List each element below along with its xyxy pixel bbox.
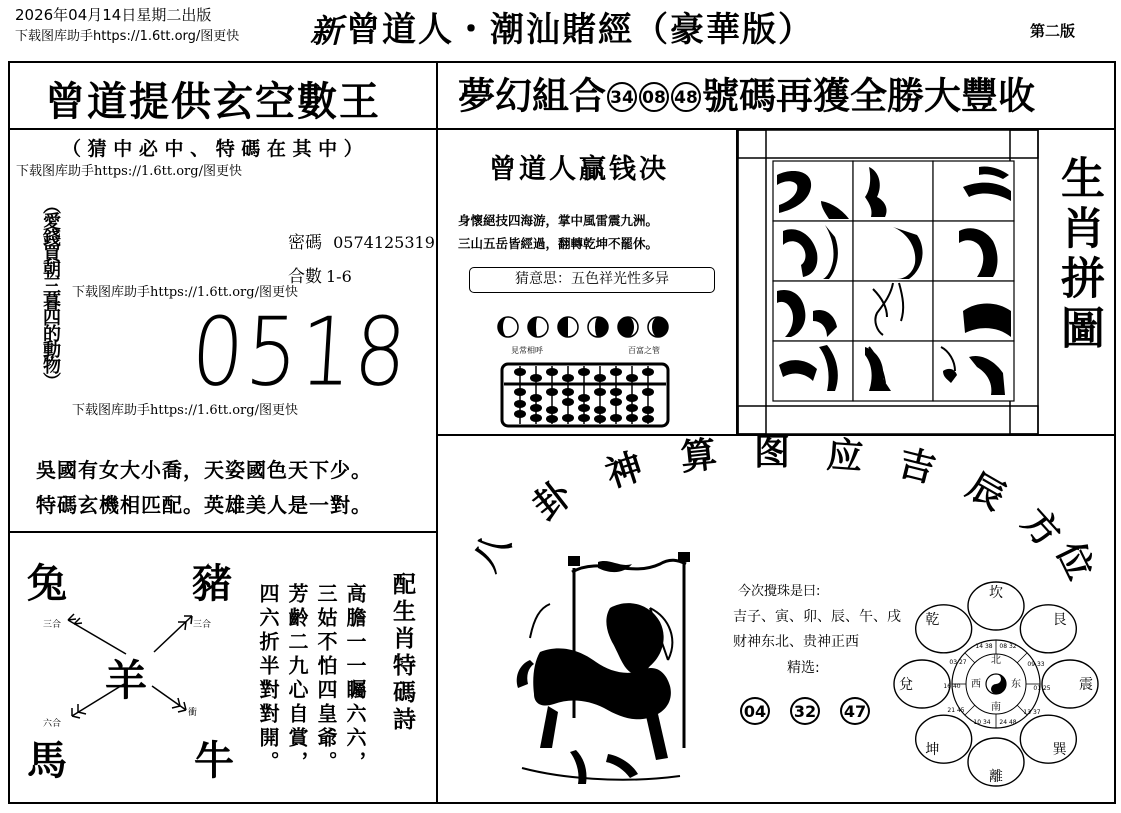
poem-column: 芳齡二九心自賞，	[285, 583, 309, 775]
download-link[interactable]: 下载图库助手https://1.6tt.org/图更快	[72, 285, 298, 300]
win-title: 曾道人贏钱决	[489, 154, 669, 185]
svg-text:08 32: 08 32	[999, 643, 1017, 650]
bagua-direction-label: 西	[971, 679, 981, 690]
bagua-petal	[916, 715, 972, 763]
poem-column: 三姑不怕四皇爺。	[314, 583, 338, 775]
download-link[interactable]: 下载图库助手https://1.6tt.org/图更快	[72, 403, 298, 418]
arc-title-char: 图	[753, 431, 791, 473]
page-title: 曾道人・潮汕賭經（豪華版）	[346, 10, 814, 50]
pick-number: 32	[790, 697, 820, 725]
password-row	[288, 228, 435, 253]
zodiac-ox: 牛	[194, 737, 234, 784]
puzzle-label: 生肖拼圖	[1053, 155, 1104, 355]
bagua-trigram-label: 艮	[1052, 611, 1067, 628]
riddle-poem-line: 吳國有女大小喬，天姿國色天下少。	[36, 458, 372, 482]
arc-title-char: 位	[1048, 535, 1102, 587]
handwritten-number: 0518	[188, 298, 412, 408]
svg-text:24 48: 24 48	[999, 719, 1017, 726]
arc-title-char: 应	[825, 433, 865, 479]
issue-date: 2026年04月14日星期二出版	[15, 6, 212, 24]
sum-label: 合數	[288, 267, 322, 287]
svg-text:03 27: 03 27	[949, 659, 967, 666]
arc-title-char: 吉	[894, 441, 940, 492]
bagua-trigram-label: 離	[989, 769, 1003, 785]
lucky-gods: 财神东北、贵神正西	[733, 634, 859, 650]
svg-text:10 34: 10 34	[973, 719, 991, 726]
lucky-hours: 吉子、寅、卯、辰、午、戌	[733, 609, 901, 625]
bagua-direction-label: 北	[991, 655, 1001, 666]
svg-text:13 37: 13 37	[1023, 709, 1041, 716]
label-sanhe-right: 三合	[193, 620, 212, 630]
svg-text:01 25: 01 25	[1033, 685, 1051, 692]
riddle-poem-line: 特碼玄機相匹配。英雄美人是一對。	[36, 493, 372, 517]
banner-number: 08	[639, 82, 669, 112]
edition-label: 第二版	[1030, 22, 1076, 40]
bagua-trigram-label: 坎	[989, 585, 1003, 601]
abacus-icon	[500, 362, 670, 428]
label-liuhe: 六合	[43, 719, 62, 729]
pick-label: 精选:	[787, 660, 820, 676]
password-label: 密碼	[288, 233, 322, 253]
banner-number: 34	[607, 82, 637, 112]
bagua-trigram-label: 巽	[1052, 742, 1067, 759]
arc-title-char: 八	[464, 525, 519, 579]
zodiac-goat: 羊	[105, 656, 148, 705]
label-chong: 衝	[188, 708, 198, 718]
win-poem-line: 三山五岳皆經過，翻轉乾坤不罷休。	[458, 236, 659, 251]
zodiac-pig: 豬	[192, 560, 232, 607]
password-value: 0574125319	[333, 233, 435, 252]
pick-numbers	[740, 697, 878, 725]
banner-number: 48	[671, 82, 701, 112]
moon-phases-icon	[496, 314, 676, 340]
svg-text:09 33: 09 33	[1027, 661, 1045, 668]
pick-number: 47	[840, 697, 870, 725]
arc-title-char: 方	[1013, 500, 1069, 556]
bagua-diagram	[896, 562, 1096, 787]
arc-title-char: 辰	[959, 464, 1013, 519]
zodiac-rabbit: 兔	[27, 560, 67, 607]
svg-text:21 45: 21 45	[947, 707, 965, 714]
bagua-trigram-label: 坤	[925, 742, 940, 759]
svg-text:16 40: 16 40	[943, 683, 961, 690]
new-mark: 新	[310, 12, 343, 50]
banner-suffix: 號碼再獲全勝大豐收	[702, 74, 1035, 118]
arc-title-char: 卦	[525, 472, 580, 529]
guess-box	[469, 267, 715, 293]
banner	[458, 70, 1035, 120]
zodiac-horse: 馬	[27, 737, 67, 784]
moon-caption-right: 百富之管	[628, 346, 660, 355]
bagua-direction-label: 东	[1011, 679, 1021, 690]
label-sanhe-left: 三合	[43, 620, 62, 630]
poem-title: 配生肖特碼詩	[389, 572, 416, 734]
win-poem-line: 身懷絕技四海游，掌中風雷震九洲。	[458, 213, 659, 228]
riddle-subtitle: （ 猜 中 必 中 、 特 碼 在 其 中 ）	[62, 138, 363, 160]
sum-value: 1-6	[326, 267, 352, 286]
banner-prefix: 夢幻組合	[458, 74, 606, 118]
puzzle-grid	[773, 161, 1015, 401]
download-link-header[interactable]: 下载图库助手https://1.6tt.org/图更快	[15, 29, 240, 44]
bagua-trigram-label: 乾	[925, 611, 940, 628]
bagua-petal	[1020, 715, 1076, 763]
warrior-illustration	[500, 548, 715, 793]
bagua-trigram-label: 兌	[899, 677, 913, 693]
poem-column: 四六折半對對開。	[256, 583, 280, 775]
bagua-trigram-label: 震	[1079, 677, 1093, 693]
guess-text: 猜意思：五色祥光性多异	[515, 271, 669, 287]
moon-caption-left: 見常相呼	[511, 346, 543, 355]
poem-column: 高膽一一矚六六，	[343, 583, 367, 775]
bagua-petal	[1020, 605, 1076, 653]
svg-text:14 38: 14 38	[975, 643, 993, 650]
arc-title-char: 神	[600, 445, 648, 497]
download-link[interactable]: 下载图库助手https://1.6tt.org/图更快	[16, 164, 242, 179]
pick-number: 04	[740, 697, 770, 725]
left-title: 曾道提供玄空數王	[45, 79, 381, 125]
bagua-petal	[916, 605, 972, 653]
bagua-direction-label: 南	[991, 702, 1001, 713]
arc-title-char: 算	[678, 433, 719, 479]
riddle-side-text: （愛錢買朝三暮四的動物）	[40, 196, 61, 388]
draw-intro: 今次攪珠是曰:	[738, 584, 821, 599]
